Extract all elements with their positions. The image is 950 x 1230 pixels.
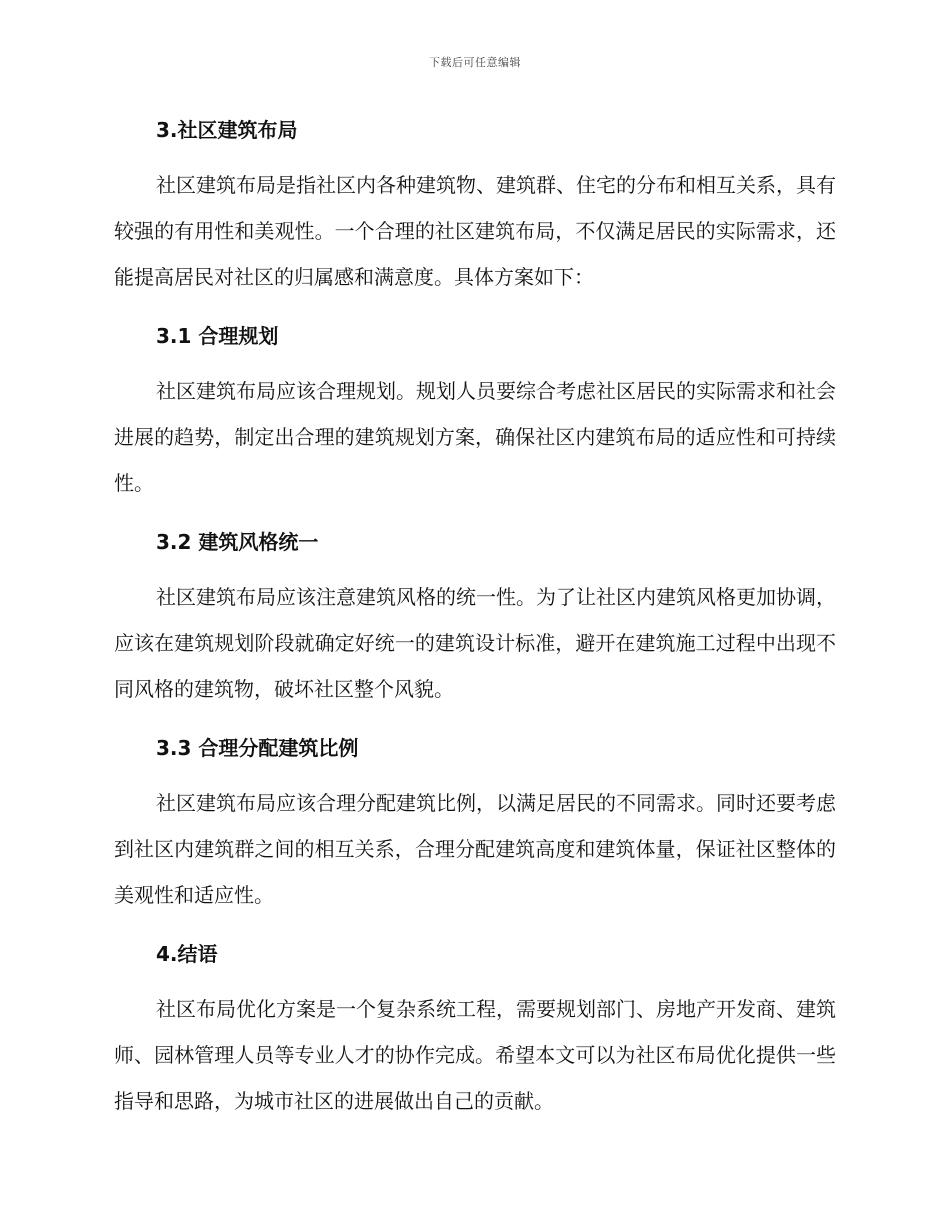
section-heading-4: 4.结语 <box>156 942 218 966</box>
section-paragraph-3-1: 社区建筑布局应该合理规划。规划人员要综合考虑社区居民的实际需求和社会进展的趋势，制定出合理的建筑规划方案，确保社区内建筑布局的适应性和可持续性。 <box>114 379 836 495</box>
document-body <box>114 108 836 1124</box>
page-header-note: 下载后可任意编辑 <box>429 56 521 69</box>
spacer <box>114 300 836 314</box>
spacer <box>114 712 836 726</box>
spacer <box>114 564 836 574</box>
spacer <box>114 770 836 780</box>
section-heading-3-2: 3.2 建筑风格统一 <box>156 530 319 554</box>
section-paragraph-3-2: 社区建筑布局应该注意建筑风格的统一性。为了让社区内建筑风格更加协调，应该在建筑规划阶段就确定好统一的建筑设计标准，避开在建筑施工过程中出现不同风格的建筑物，破坏社区整个风貌。 <box>114 585 836 701</box>
section-paragraph-3: 社区建筑布局是指社区内各种建筑物、建筑群、住宅的分布和相互关系，具有较强的有用性和美观性。一个合理的社区建筑布局，不仅满足居民的实际需求，还能提高居民对社区的归属感和满意度。具体方案如下： <box>114 173 836 289</box>
spacer <box>114 506 836 520</box>
spacer <box>114 976 836 986</box>
section-heading-3-1: 3.1 合理规划 <box>156 324 279 348</box>
section-heading-3: 3.社区建筑布局 <box>156 118 298 142</box>
spacer <box>114 152 836 162</box>
section-heading-3-3: 3.3 合理分配建筑比例 <box>156 736 359 760</box>
spacer <box>114 358 836 368</box>
spacer <box>114 918 836 932</box>
section-paragraph-3-3: 社区建筑布局应该合理分配建筑比例，以满足居民的不同需求。同时还要考虑到社区内建筑群之间的相互关系，合理分配建筑高度和建筑体量，保证社区整体的美观性和适应性。 <box>114 791 836 907</box>
section-paragraph-4: 社区布局优化方案是一个复杂系统工程，需要规划部门、房地产开发商、建筑师、园林管理人员等专业人才的协作完成。希望本文可以为社区布局优化提供一些指导和思路，为城市社区的进展做出自己的贡献。 <box>114 997 836 1113</box>
